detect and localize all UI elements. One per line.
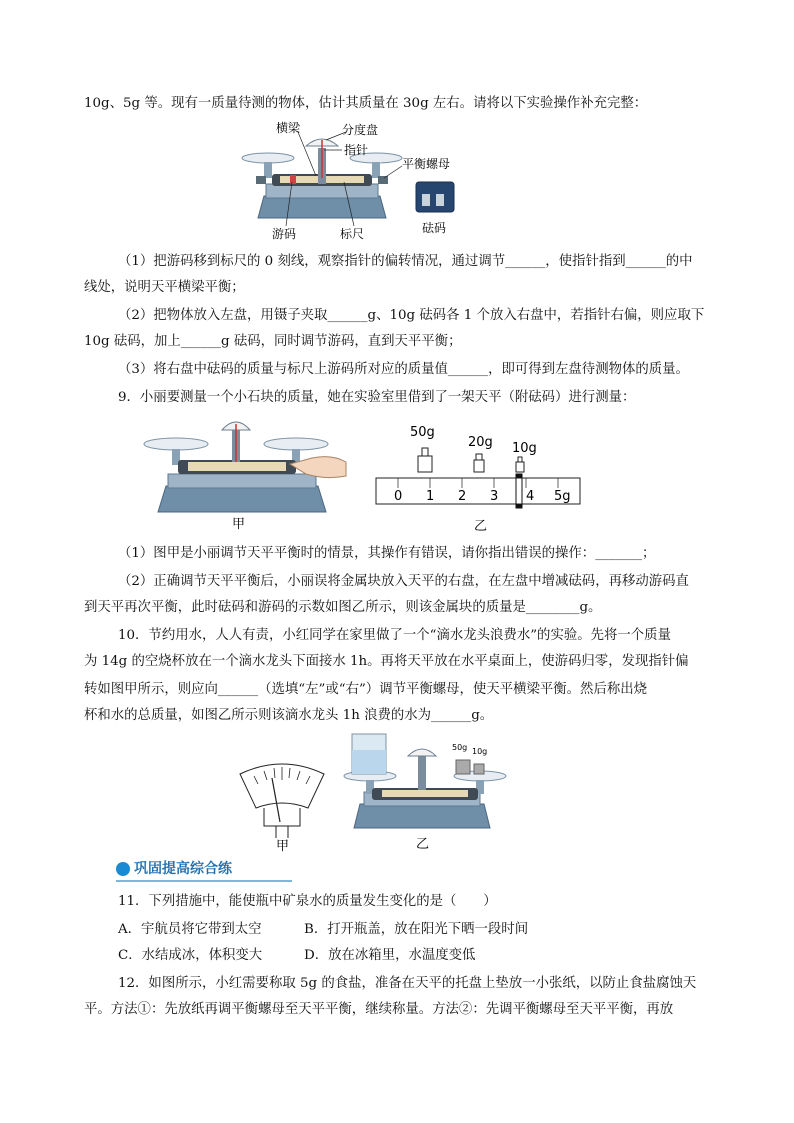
section-bullet-icon <box>116 862 130 876</box>
text-line: 到天平再次平衡，此时砝码和游码的示数如图乙所示，则该金属块的质量是________g。 <box>84 600 602 615</box>
section-header <box>116 858 292 880</box>
section-underline <box>116 880 292 882</box>
option-c: C．水结成冰，体积变大 <box>118 948 263 963</box>
text-line: 10．节约用水，人人有责，小红同学在家里做了一个“滴水龙头浪费水”的实验。先将一个质量 <box>118 628 671 643</box>
tick-4: 4 <box>526 489 535 504</box>
tick-3: 3 <box>490 489 499 504</box>
label-rider: 游码 <box>272 227 297 241</box>
label-dial: 分度盘 <box>342 123 379 137</box>
text-line: （1）把游码移到标尺的 0 刻线，观察指针的偏转情况，通过调节______，使指针指到______的中 <box>118 254 693 269</box>
balance-figure-a <box>140 416 352 534</box>
text-line: （2）把物体放入左盘，用镊子夹取______g、10g 砝码各 1 个放入右盘中，若指针右偏，则应取下 <box>118 308 705 323</box>
balance-figure-beaker <box>342 730 518 854</box>
weight-label-20g: 20g <box>468 435 493 450</box>
text-line: 9．小丽要测量一个小石块的质量，她在实验室里借到了一架天平（附砝码）进行测量： <box>118 390 636 405</box>
label-nut: 平衡螺母 <box>402 157 451 171</box>
dial-figure <box>234 756 330 852</box>
tick-2: 2 <box>458 489 467 504</box>
balance-figure-labeled <box>236 118 476 242</box>
text-line: （1）图甲是小丽调节天平平衡时的情景，其操作有错误，请你指出错误的操作：_______； <box>118 546 656 561</box>
option-a: A．宇航员将它带到太空 <box>118 922 262 937</box>
text-line: 10g 砝码，加上______g 砝码，同时调节游码，直到天平平衡； <box>84 334 462 349</box>
caption-yi-10: 乙 <box>416 837 430 852</box>
text-line: 11．下列措施中，能使瓶中矿泉水的质量发生变化的是（ ） <box>118 894 497 909</box>
label-pointer: 指针 <box>344 143 369 157</box>
section-title: 巩固提高综合练 <box>134 861 232 877</box>
weight-label-10g: 10g <box>512 441 537 456</box>
label-scale: 标尺 <box>340 227 365 241</box>
option-b: B．打开瓶盖，放在阳光下晒一段时间 <box>304 922 529 937</box>
caption-yi: 乙 <box>474 519 488 534</box>
weight-label-50g: 50g <box>410 425 435 440</box>
text-line: 平。方法①：先放纸再调平衡螺母至天平平衡，继续称量。方法②：先调平衡螺母至天平平衡，再放 <box>84 1002 674 1017</box>
tick-5g: 5g <box>554 489 571 504</box>
label-beam: 横梁 <box>276 121 301 135</box>
text-line: 10g、5g 等。现有一质量待测的物体，估计其质量在 30g 左右。请将以下实验操作补充完整： <box>84 96 648 111</box>
text-line: 12．如图所示，小红需要称取 5g 的食盐，准备在天平的托盘上垫放一小张纸，以防止食盐腐蚀天 <box>118 976 697 991</box>
tick-1: 1 <box>426 489 435 504</box>
text-line: 为 14g 的空烧杯放在一个滴水龙头下面接水 1h。再将天平放在水平桌面上，使游码归零，发现指针偏 <box>84 654 689 669</box>
caption-jia-10: 甲 <box>276 839 290 852</box>
weight-label-50g-10: 50g <box>452 743 468 752</box>
text-line: 转如图甲所示，则应向______（选填“左”或“右”）调节平衡螺母，使天平横梁平衡。然后称出烧 <box>84 682 648 697</box>
text-line: （3）将右盘中砝码的质量与标尺上游码所对应的质量值______，即可得到左盘待测物体的质量。 <box>118 362 689 377</box>
option-d: D．放在冰箱里，水温度变低 <box>304 948 476 963</box>
weight-label-10g-10: 10g <box>472 747 488 756</box>
text-line: 杯和水的总质量，如图乙所示则该滴水龙头 1h 浪费的水为______g。 <box>84 708 494 723</box>
caption-jia: 甲 <box>232 517 246 532</box>
label-weights: 砝码 <box>422 221 447 235</box>
text-line: 线处，说明天平横梁平衡； <box>84 280 245 295</box>
weights-scale-figure <box>372 418 586 534</box>
text-line: （2）正确调节天平平衡后，小丽误将金属块放入天平的右盘，在左盘中增减砝码，再移动游码直 <box>118 574 689 589</box>
tick-0: 0 <box>394 489 403 504</box>
